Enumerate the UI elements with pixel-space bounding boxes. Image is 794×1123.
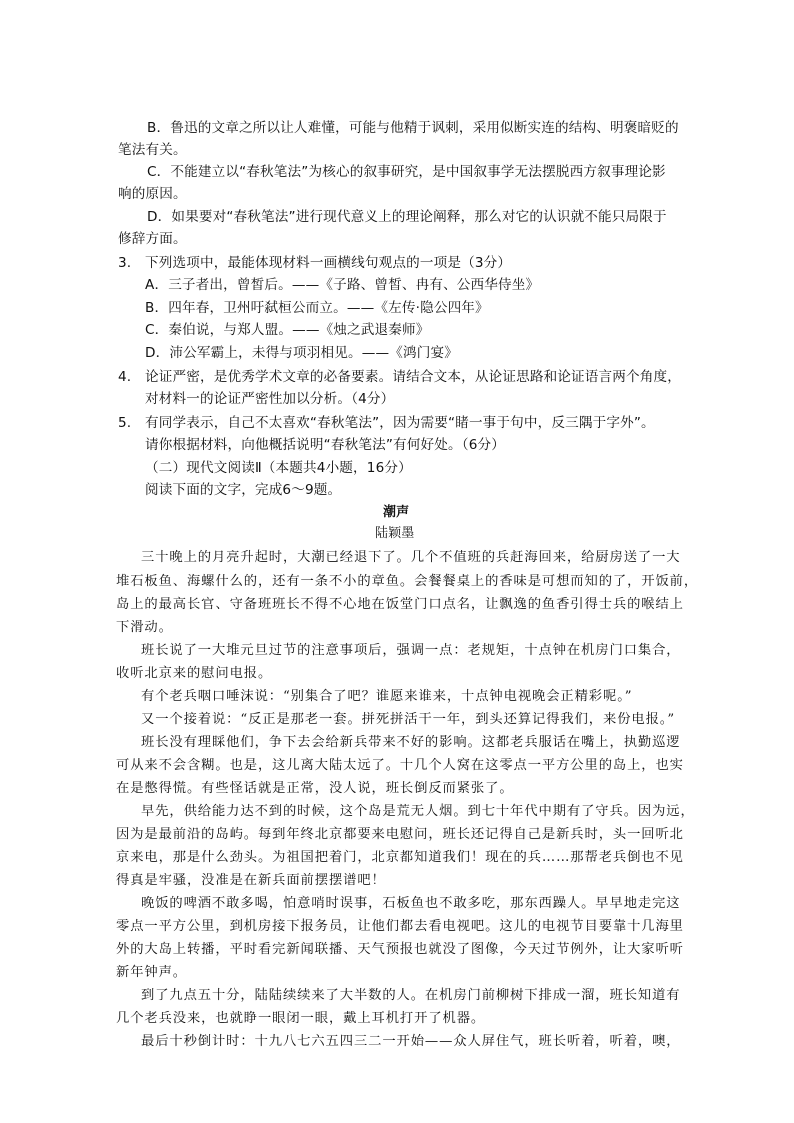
section-2-heading: （二）现代文阅读Ⅱ（本题共4小题，16分） (145, 460, 412, 476)
story-line: 班长没有理睬他们，争下去会给新兵带来不好的影响。这都老兵服话在嘴上，执勤巡逻 (141, 735, 681, 750)
story-line: 收听北京来的慰问电报。 (116, 666, 273, 681)
story-line: 在是憋得慌。有些怪话就是正常，没人说，班长倒反而紧张了。 (116, 781, 514, 796)
story-line: 最后十秒倒计时：十九八七六五四三二一开始——众人屏住气，班长听着，听着，噢， (141, 1034, 681, 1049)
story-line: 班长说了一大堆元旦过节的注意事项后，强调一点：老规矩，十点钟在机房门口集合， (141, 643, 681, 658)
story-line: 三十晚上的月亮升起时，大潮已经退下了。几个不值班的兵赶海回来，给厨房送了一大 (141, 550, 681, 565)
question-3-option-d: D．沛公军霸上，未得与项羽相见。——《鸿门宴》 (145, 345, 458, 361)
question-5-text: 有同学表示，自己不太喜欢“春秋笔法”，因为需要“睹一事于句中，反三隅于字外”。 (145, 415, 655, 431)
story-title: 潮声 (383, 505, 410, 520)
question-5-line-1 (118, 413, 655, 433)
question-4-line-2: 对材料一的论证严密性加以分析。（4分） (145, 391, 395, 407)
story-line: 又一个接着说：“反正是那老一套。拼死拼活干一年，到头还算记得我们，来份电报。” (141, 712, 676, 727)
option-b-line-1: B．鲁迅的文章之所以让人难懂，可能与他精于讽刺，采用似断实连的结构、明褒暗贬的 (147, 120, 679, 136)
option-c-line-2: 响的原因。 (118, 186, 187, 202)
question-5-number: 5. (118, 415, 132, 431)
story-line: 晚饭的啤酒不敢多喝，怕意哨时误事，石板鱼也不敢多吃，那东西躁人。早早地走完这 (141, 896, 681, 911)
question-4-number: 4. (118, 369, 132, 385)
question-4-line-1 (118, 367, 682, 387)
section-2-instruction: 阅读下面的文字，完成6～9题。 (145, 482, 342, 498)
story-line: 有个老兵咽口唾沫说：“别集合了吧？谁愿来谁来，十点钟电视晚会正精彩呢。” (141, 689, 633, 704)
option-b-line-2: 笔法有关。 (118, 142, 187, 158)
story-line: 得真是牢骚，没准是在新兵面前摆摆谱吧！ (116, 873, 386, 888)
question-3-stem (118, 253, 512, 273)
question-3-text: 下列选项中，最能体现材料一画横线句观点的一项是（3分） (145, 255, 512, 271)
story-line: 新年钟声。 (116, 965, 187, 980)
story-line: 到了九点五十分，陆陆续续来了大半数的人。在机房门前柳树下排成一溜，班长知道有 (141, 988, 681, 1003)
story-line: 京来电，那是什么劲头。为祖国把着门，北京都知道我们！现在的兵……那帮老兵倒也不见 (116, 850, 684, 865)
story-line: 岛上的最高长官、守备班班长不得不心地在饭堂门口点名，让飘逸的鱼香引得士兵的喉结上 (116, 597, 684, 612)
story-line: 下滑动。 (116, 620, 173, 635)
story-line: 零点一平方公里，到机房接下报务员，让他们都去看电视吧。这儿的电视节目要靠十几海里 (116, 919, 684, 934)
story-line: 堆石板鱼、海螺什么的，还有一条不小的章鱼。会餐餐桌上的香味是可想而知的了，开饭前， (116, 574, 699, 589)
question-3-number: 3. (118, 255, 132, 271)
question-5-line-2: 请你根据材料，向他概括说明“春秋笔法”有何好处。（6分） (145, 437, 505, 453)
question-4-text: 论证严密，是优秀学术文章的必备要素。请结合文本，从论证思路和论证语言两个角度， (145, 369, 682, 385)
story-line: 因为是最前沿的岛屿。每到年终北京都要来电慰问，班长还记得自己是新兵时，头一回听北 (116, 827, 684, 842)
option-d-line-1: D．如果要对“春秋笔法”进行现代意义上的理论阐释，那么对它的认识就不能只局限于 (147, 209, 667, 225)
story-line: 早先，供给能力达不到的时候，这个岛是荒无人烟。到七十年代中期有了守兵。因为远， (141, 804, 695, 819)
story-author: 陆颖墨 (375, 526, 415, 541)
story-line: 可从来不会含糊。也是，这儿离大陆太远了。十几个人窝在这零点一平方公里的岛上，也实 (116, 758, 684, 773)
option-c-line-1: C．不能建立以“春秋笔法”为核心的叙事研究，是中国叙事学无法摆脱西方叙事理论影 (147, 164, 666, 180)
option-d-line-2: 修辞方面。 (118, 231, 187, 247)
story-line: 外的大岛上转播，平时看完新闻联播、天气预报也就没了图像，今天过节例外，让大家听听 (116, 942, 684, 957)
story-line: 几个老兵没来，也就睁一眼闭一眼，戴上耳机打开了机器。 (116, 1011, 486, 1026)
question-3-option-c: C．秦伯说，与郑人盟。——《烛之武退秦师》 (145, 322, 430, 338)
question-3-option-a: A．三子者出，曾皙后。——《子路、曾皙、冉有、公西华侍坐》 (145, 277, 540, 293)
question-3-option-b: B．四年春，卫州吁弑桓公而立。——《左传·隐公四年》 (145, 300, 489, 316)
